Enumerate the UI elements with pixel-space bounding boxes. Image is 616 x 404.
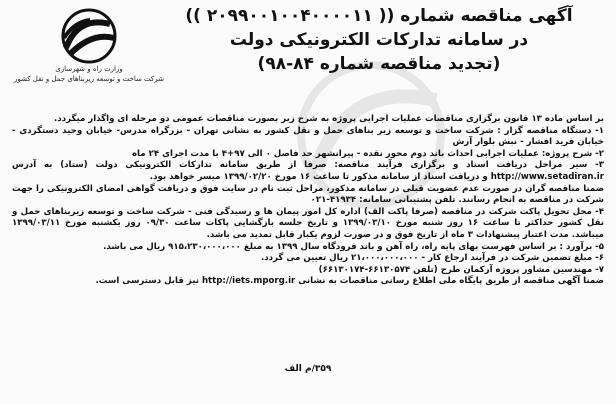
notice-body [12, 114, 604, 288]
document-process: ۳- سیر مراحل دریافت اسناد و برگزاری فرآیند مناقصه: صرفا از طریق سامانه تدارکات الکترونیکی دولت (ستاد) به آدرس http://www.setadiran.ir و دریافت اسناد از سامانه مذکور تا ساعت ۱۶ مورخ ۱۳۹۹/۰۲/۲۰ میسر خواهد بود. [12, 160, 604, 182]
tender-organizer: ۱- دستگاه مناقصه گزار : شرکت ساخت و توسعه زیر بناهای حمل و نقل کشور به نشانی تهران - بزرگراه مدرس- خیابان وحید دستگردی - خیابان فرید افشار - نبش بلوار آرش [12, 125, 604, 148]
notice-header [154, 4, 604, 76]
logo-caption [14, 64, 164, 84]
system-title: در سامانه تدارکات الکترونیکی دولت [229, 30, 529, 50]
consultant: ۷- مهندسین مشاور پروژه آرکمان طرح (تلفن ۶۶۱۳۰۵۷۴-۶۶۱۳۰۱۷۴) [318, 264, 604, 275]
logo-caption-line1: وزارت راه و شهرسازی [55, 65, 123, 73]
project-description: ۲- شرح پروژه: عملیات اجرایی احداث باند دوم محور نقده - پیرانشهر حد فاصل ۰ الی ۹۷+۴ با مدت اجرای ۲۴ ماه [131, 148, 604, 159]
estimate: ۵- برآورد : بر اساس فهرست بهای پایه راه، راه آهن و باند فرودگاه سال ۱۳۹۹ به مبلغ ۹۱۵،۲۳۰،۰۰۰،۰۰۰ ریال می باشد. [103, 241, 604, 252]
portal-note: ضمنا آگهی مناقصه از طریق پایگاه ملی اطلاع رسانی مناقصات به نشانی http://iets.mporg.ir نیز قابل دسترسی است. [95, 276, 604, 287]
company-emblem-icon [48, 8, 130, 64]
intro-paragraph: بر اساس ماده ۱۳ قانون برگزاری مناقصات عملیات اجرایی پروژه به شرح زیر بصورت مناقصات عمومی دو مرحله ای واگذار میگردد. [54, 114, 604, 124]
notice-code: ۳۵۹/م الف [284, 364, 332, 374]
renewal-title: (تجدید مناقصه شماره ۸۴-۹۸) [257, 54, 501, 74]
guarantee-amount: ۶- مبلغ تضمین شرکت در فرآیند ارجاع کار - ۲۱،۰۰۰،۰۰۰،۰۰۰ ریال تعیین می گردد. [260, 253, 604, 264]
logo-caption-line2: شرکت ساخت و توسعه زیربناهای حمل و نقل کشور [14, 75, 164, 83]
organization-logo [14, 8, 164, 96]
envelope-delivery: ۴- محل تحویل پاکت شرکت در مناقصه (صرفا پاکت الف) اداره کل امور پیمان ها و رسیدگی فنی - شرکت ساخت و توسعه زیربناهای حمل و نقل کشور حداکثر تا ساعت ۱۶ روز شنبه مورخ ۱۳۹۹/۰۳/۱۰ و تاریخ جلسه بازگشایی پاکات ساعت ۰۹/۳۰ روز یکشنبه مورخ ۱۳۹۹/۰۳/۱۱ میباشد. مدت اعتبار پیشنهادات ۳ ماه از تاریخ فوق و در صورت لزوم یکبار قابل تمدید می باشد. [12, 206, 604, 240]
registration-note: ضمنا مناقصه گران در صورت عدم عضویت قبلی در سامانه مذکور، مراحل ثبت نام در سایت فوق و دریافت گواهی امضای الکترونیکی را جهت شرکت در مناقصه به انجام رسانند. تلفن پشتیبانی سامانه: ۴۱۹۳۴-۰۲۱ [12, 183, 604, 206]
tender-title: آگهی مناقصه شماره (( ۲۰۹۹۰۰۱۰۰۴۰۰۰۰۱۱ )) [185, 6, 573, 26]
